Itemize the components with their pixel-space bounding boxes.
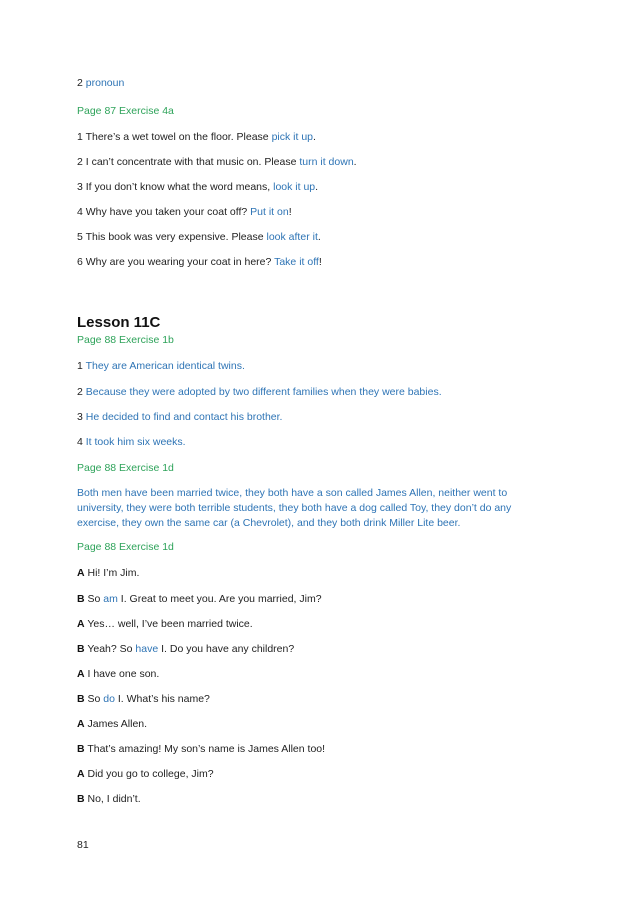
exercise-heading: Page 87 Exercise 4a: [77, 105, 174, 117]
speaker-label: A: [77, 668, 85, 680]
answer-line: 4 Why have you taken your coat off? Put it on!: [77, 206, 292, 218]
answer-text: look after it: [266, 231, 318, 243]
dialogue-line: A Hi! I’m Jim.: [77, 567, 140, 579]
speaker-label: B: [77, 593, 85, 605]
answer-line: 4 It took him six weeks.: [77, 436, 186, 448]
dialogue-line: A Yes… well, I’ve been married twice.: [77, 618, 253, 630]
speaker-label: A: [77, 768, 85, 780]
speaker-label: A: [77, 567, 85, 579]
answer-text: pick it up: [271, 131, 314, 143]
answer-paragraph: Both men have been married twice, they both have a son called James Allen, neither went to university, they were both terrible students, they both have a dog called Toy, they don’t do any exercise, they own the same car (a Chevrolet), and they both drink Miller Lite beer.: [77, 487, 512, 529]
answer-line: 2 I can’t concentrate with that music on. Please turn it down.: [77, 156, 357, 168]
answer-line: 6 Why are you wearing your coat in here? Take it off!: [77, 256, 322, 268]
exercise-heading: Page 88 Exercise 1b: [77, 334, 174, 346]
dialogue-line: A James Allen.: [77, 718, 148, 730]
answer-text: have: [135, 643, 159, 655]
speaker-label: B: [77, 793, 85, 805]
answer-text: He decided to find and contact his brother.: [85, 411, 283, 423]
dialogue-line: A Did you go to college, Jim?: [77, 768, 214, 780]
speaker-label: B: [77, 743, 85, 755]
speaker-label: A: [77, 618, 85, 630]
dialogue-line: B No, I didn’t.: [77, 793, 141, 805]
dialogue-line: B Yeah? So have I. Do you have any children?: [77, 643, 295, 655]
answer-text: Put it on: [250, 206, 289, 218]
answer-line: 3 He decided to find and contact his brother.: [77, 411, 283, 423]
answer-text: look it up: [273, 181, 316, 193]
lesson-title: Lesson 11C: [77, 314, 161, 331]
speaker-label: B: [77, 643, 85, 655]
answer-line: 2 pronoun: [77, 77, 125, 89]
answer-text: turn it down: [299, 156, 354, 168]
dialogue-line: B So do I. What’s his name?: [77, 693, 210, 705]
dialogue-line: B So am I. Great to meet you. Are you married, Jim?: [77, 593, 322, 605]
answer-line: 5 This book was very expensive. Please look after it.: [77, 231, 321, 243]
answer-text: It took him six weeks.: [85, 436, 186, 448]
exercise-heading: Page 88 Exercise 1d: [77, 541, 174, 553]
dialogue-line: B That’s amazing! My son’s name is James Allen too!: [77, 743, 326, 755]
answer-line: 1 They are American identical twins.: [77, 360, 245, 372]
answer-text: They are American identical twins.: [85, 360, 245, 372]
answer-line: 1 There’s a wet towel on the floor. Please pick it up.: [77, 131, 316, 143]
answer-line: 2 Because they were adopted by two different families when they were babies.: [77, 386, 442, 398]
speaker-label: A: [77, 718, 85, 730]
answer-text: am: [103, 593, 118, 605]
answer-line: 3 If you don’t know what the word means, look it up.: [77, 181, 319, 193]
exercise-heading: Page 88 Exercise 1d: [77, 462, 174, 474]
answer-text: Take it off: [274, 256, 319, 268]
speaker-label: B: [77, 693, 85, 705]
answer-text: do: [103, 693, 115, 705]
answer-text: Because they were adopted by two different families when they were babies.: [85, 386, 442, 398]
dialogue-line: A I have one son.: [77, 668, 160, 680]
answer-text: pronoun: [85, 77, 125, 89]
page-number: 81: [77, 839, 89, 851]
